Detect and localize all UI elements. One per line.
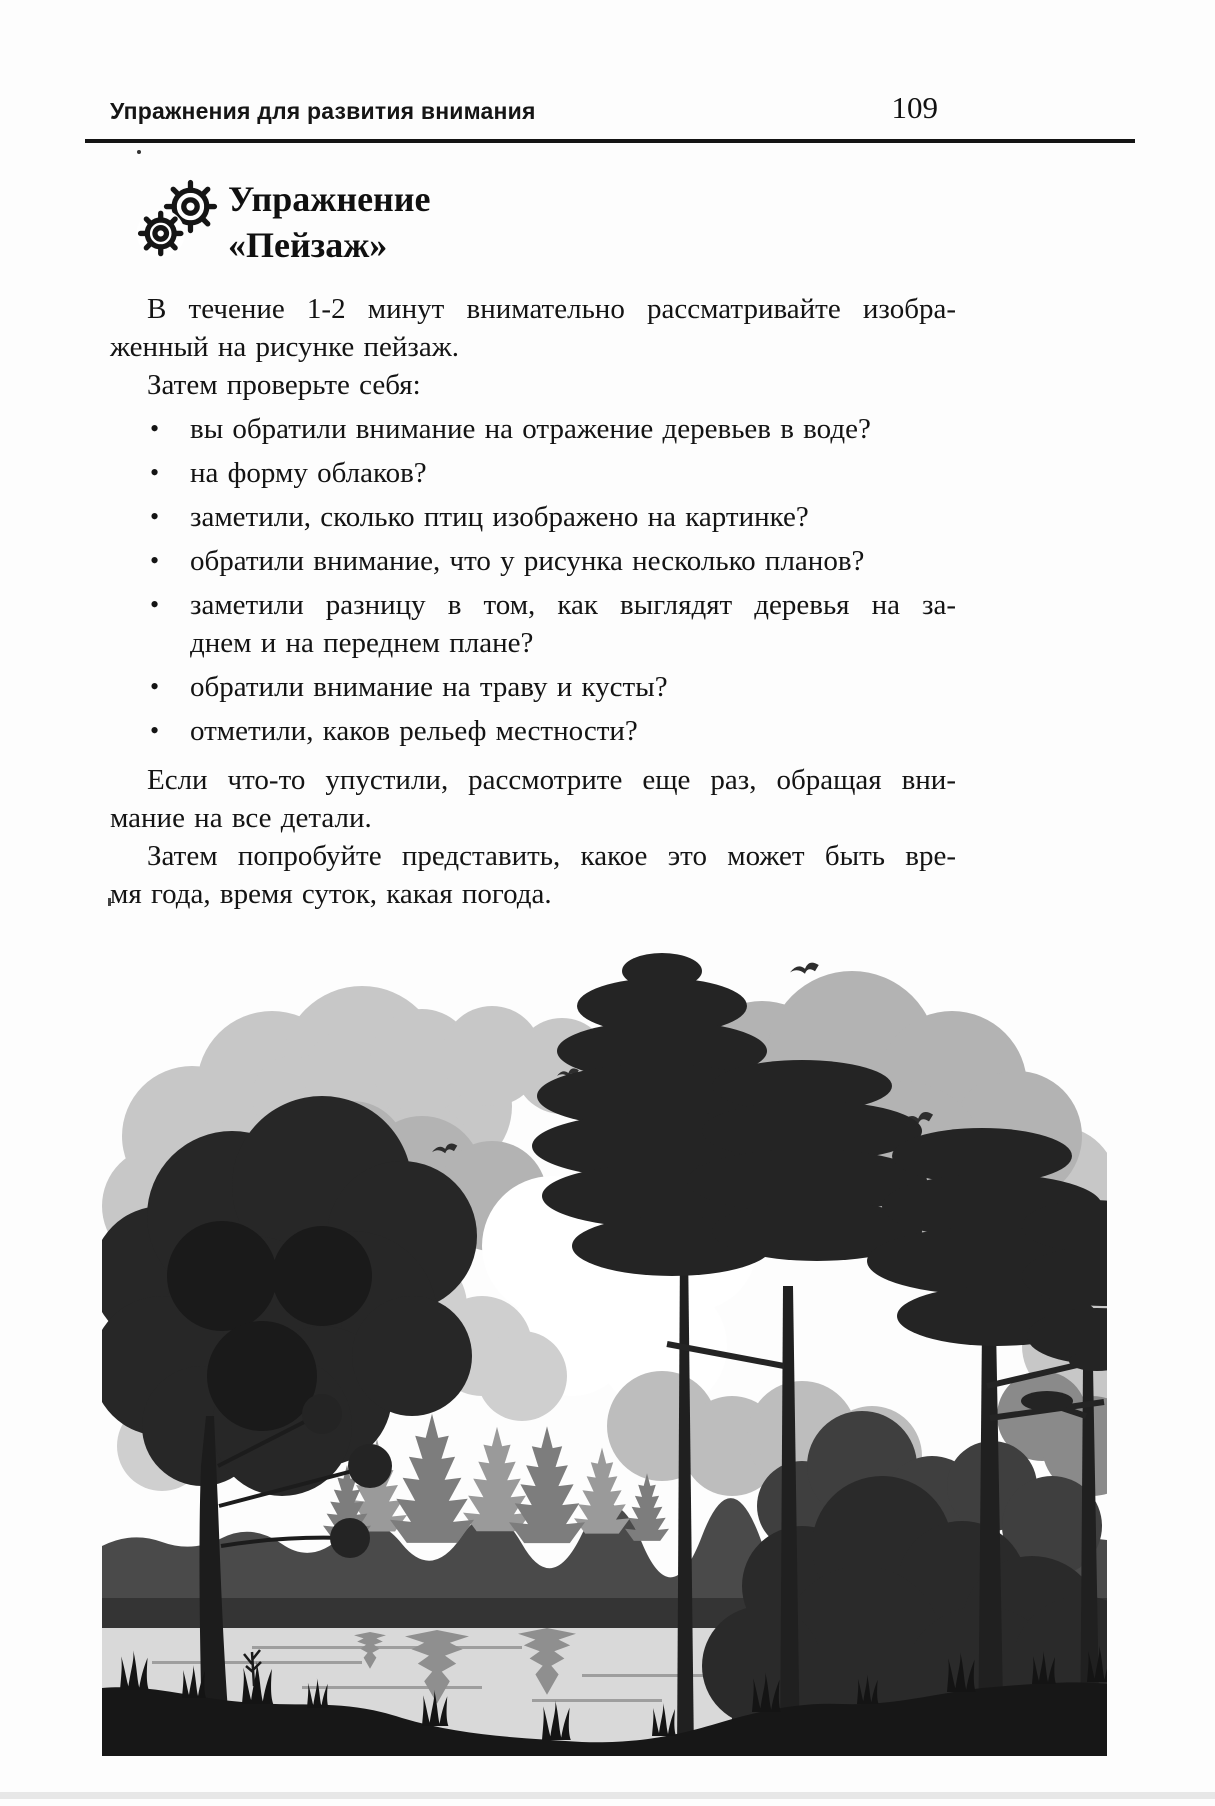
bullet-text: на форму облаков? bbox=[190, 457, 427, 489]
outro-paragraph bbox=[110, 761, 956, 837]
bullet-text: вы обратили внимание на отражение деревьев в воде? bbox=[190, 413, 871, 445]
body-text bbox=[110, 290, 956, 913]
exercise-title-line2: «Пейзаж» bbox=[228, 225, 388, 265]
bullet-marker: • bbox=[150, 672, 160, 701]
bullet-text: обратили внимание на траву и кусты? bbox=[190, 671, 668, 703]
outro-line: мание на все детали. bbox=[110, 802, 372, 834]
list-item bbox=[110, 454, 956, 492]
outro-paragraph bbox=[110, 837, 956, 913]
list-item bbox=[110, 712, 956, 750]
exercise-title bbox=[228, 176, 431, 268]
outro-line: Затем попробуйте представить, какое это может быть вре- bbox=[147, 840, 956, 872]
bullet-marker: • bbox=[150, 414, 160, 443]
bullet-text: обратили внимание, что у рисунка несколько планов? bbox=[190, 545, 865, 577]
outro-line: мя года, время суток, какая погода. bbox=[110, 878, 552, 910]
page-number: 109 bbox=[891, 90, 938, 125]
bullet-marker: • bbox=[150, 458, 160, 487]
scan-artifact bbox=[137, 150, 141, 154]
header-rule bbox=[85, 139, 1135, 143]
bullet-text: заметили, сколько птиц изображено на картинке? bbox=[190, 501, 809, 533]
bullet-marker: • bbox=[150, 716, 160, 745]
gears-icon bbox=[130, 172, 226, 274]
list-item bbox=[110, 586, 956, 662]
bullet-text-line: днем и на переднем плане? bbox=[190, 627, 534, 659]
running-title: Упражнения для развития внимания bbox=[110, 98, 536, 124]
list-item bbox=[110, 542, 956, 580]
bullet-text bbox=[190, 586, 956, 662]
exercise-title-line1: Упражнение bbox=[228, 179, 431, 219]
list-item bbox=[110, 668, 956, 706]
bullet-marker: • bbox=[150, 502, 160, 531]
checklist bbox=[110, 410, 956, 750]
bullet-text: отметили, каков рельеф местности? bbox=[190, 715, 638, 747]
intro-line: В течение 1-2 минут внимательно рассматривайте изобра- bbox=[147, 293, 956, 325]
landscape-illustration bbox=[102, 946, 1107, 1756]
outro-line: Если что-то упустили, рассмотрите еще раз, обращая вни- bbox=[147, 764, 956, 796]
bullet-marker: • bbox=[150, 590, 160, 619]
bullet-marker: • bbox=[150, 546, 160, 575]
bullet-text-line: заметили разницу в том, как выглядят деревья на за- bbox=[190, 589, 956, 621]
scan-edge bbox=[0, 1792, 1215, 1799]
intro-line: Затем проверьте себя: bbox=[147, 369, 421, 401]
intro-line: женный на рисунке пейзаж. bbox=[110, 331, 460, 363]
list-item bbox=[110, 410, 956, 448]
gear-small bbox=[141, 213, 181, 253]
list-item bbox=[110, 498, 956, 536]
